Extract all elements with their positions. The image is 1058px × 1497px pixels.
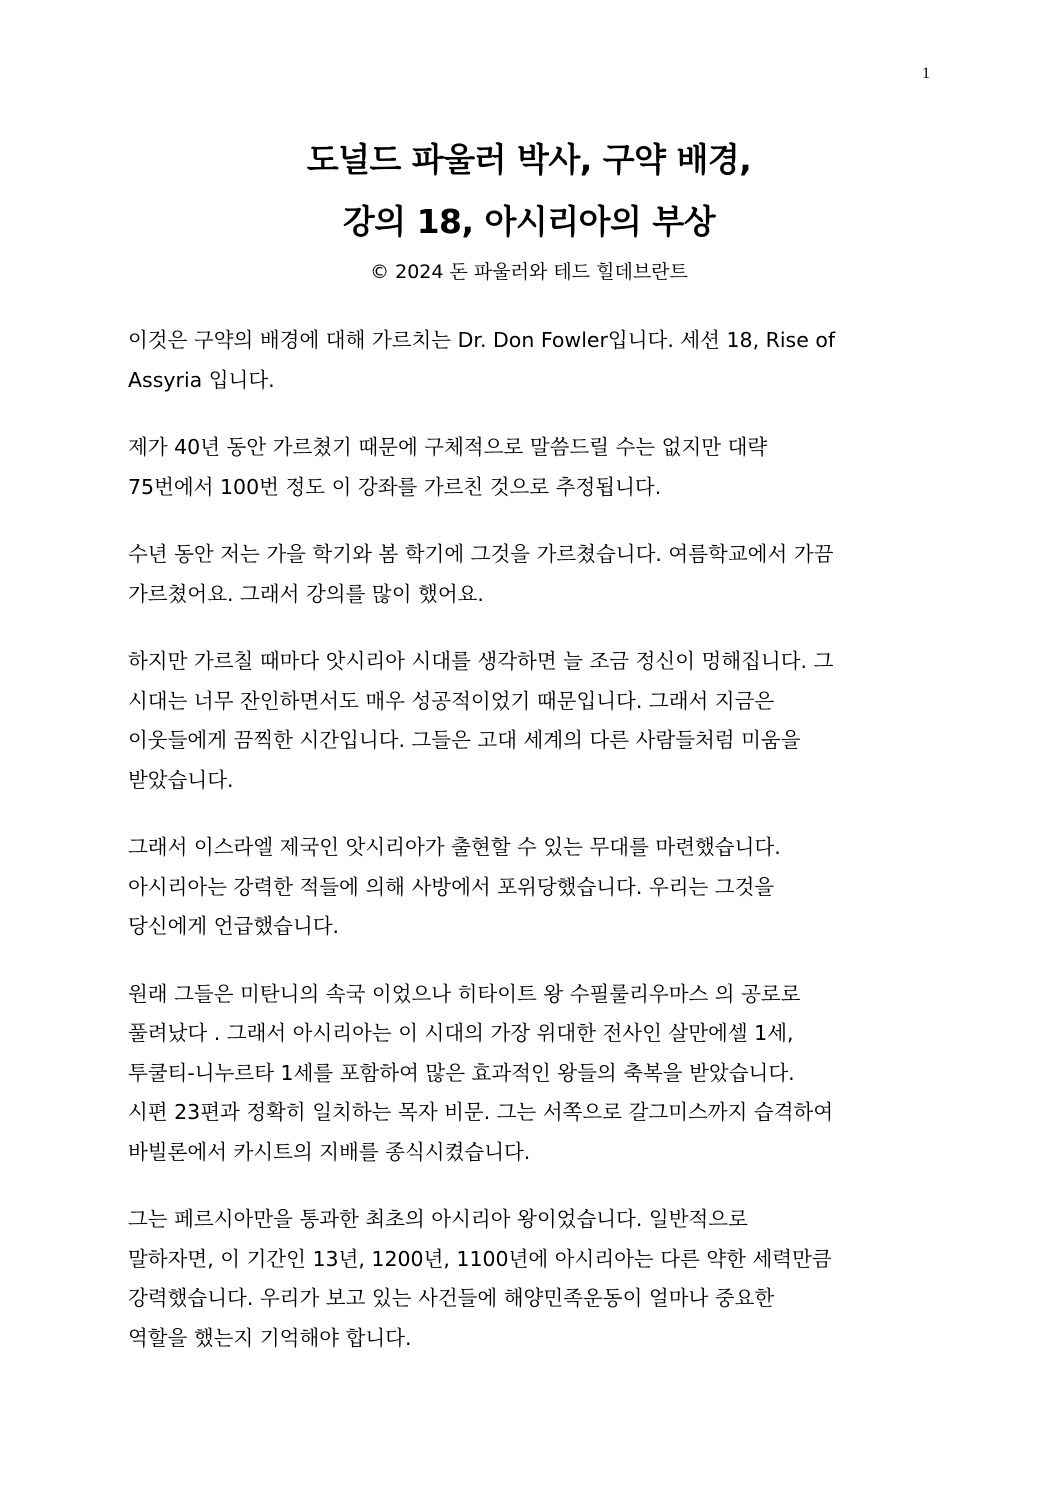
paragraph-line: 하지만 가르칠 때마다 앗시리아 시대를 생각하면 늘 조금 정신이 멍해집니다. 그 (128, 649, 834, 673)
paragraph-line: 이것은 구약의 배경에 대해 가르치는 Dr. Don Fowler입니다. 세션 18, Rise of (128, 328, 836, 352)
paragraph (128, 642, 940, 800)
paragraph-line: 가르쳤어요. 그래서 강의를 많이 했어요. (128, 581, 484, 606)
paragraph-line: 바빌론에서 카시트의 지배를 종식시켰습니다. (128, 1139, 531, 1164)
paragraph (128, 321, 940, 400)
paragraph-line: 아시리아는 강력한 적들에 의해 사방에서 포위당했습니다. 우리는 그것을 (128, 874, 775, 899)
title-line: 강의 18, 아시리아의 부상 (342, 202, 716, 241)
title-line: 도널드 파울러 박사, 구약 배경, (306, 140, 752, 179)
copyright-notice: © 2024 돈 파울러와 테드 힐데브란트 (370, 261, 688, 283)
paragraph-line: 그래서 이스라엘 제국인 앗시리아가 출현할 수 있는 무대를 마련했습니다. (128, 835, 781, 859)
paragraph-line: 시편 23편과 정확히 일치하는 목자 비문. 그는 서쪽으로 갈그미스까지 습격하여 (128, 1100, 834, 1124)
paragraph-line: 말하자면, 이 기간인 13년, 1200년, 1100년에 아시리아는 다른 약한 세력만큼 (128, 1246, 832, 1271)
paragraph-line: 풀려났다 . 그래서 아시리아는 이 시대의 가장 위대한 전사인 살만에셀 1세, (128, 1021, 794, 1045)
paragraph (128, 535, 940, 614)
paragraph-line: 역할을 했는지 기억해야 합니다. (128, 1325, 412, 1350)
paragraph (128, 1200, 940, 1358)
paragraph-line: 시대는 너무 잔인하면서도 매우 성공적이었기 때문입니다. 그래서 지금은 (128, 688, 775, 713)
paragraph-line: 강력했습니다. 우리가 보고 있는 사건들에 해양민족운동이 얼마나 중요한 (128, 1286, 775, 1310)
paragraph (128, 428, 940, 507)
page-number: 1 (922, 65, 930, 82)
paragraph-line: 이웃들에게 끔찍한 시간입니다. 그들은 고대 세계의 다른 사람들처럼 미움을 (128, 728, 801, 752)
paragraph-line: 그는 페르시아만을 통과한 최초의 아시리아 왕이었습니다. 일반적으로 (128, 1207, 748, 1231)
paragraph (128, 975, 940, 1173)
paragraph-line: Assyria 입니다. (128, 367, 275, 392)
paragraph (128, 828, 940, 947)
paragraph-line: 당신에게 언급했습니다. (128, 914, 340, 938)
paragraph-line: 원래 그들은 미탄니의 속국 이었으나 히타이트 왕 수필룰리우마스 의 공로로 (128, 981, 801, 1006)
paragraph-line: 투쿨티-니누르타 1세를 포함하여 많은 효과적인 왕들의 축복을 받았습니다. (128, 1060, 795, 1085)
document-title (0, 129, 1058, 253)
paragraph-line: 75번에서 100번 정도 이 강좌를 가르친 것으로 추정됩니다. (128, 474, 662, 499)
paragraph-line: 받았습니다. (128, 767, 234, 792)
paragraph-line: 제가 40년 동안 가르쳤기 때문에 구체적으로 말씀드릴 수는 없지만 대략 (128, 435, 768, 459)
document-body (128, 321, 940, 1386)
paragraph-line: 수년 동안 저는 가을 학기와 봄 학기에 그것을 가르쳤습니다. 여름학교에서 가끔 (128, 542, 834, 566)
